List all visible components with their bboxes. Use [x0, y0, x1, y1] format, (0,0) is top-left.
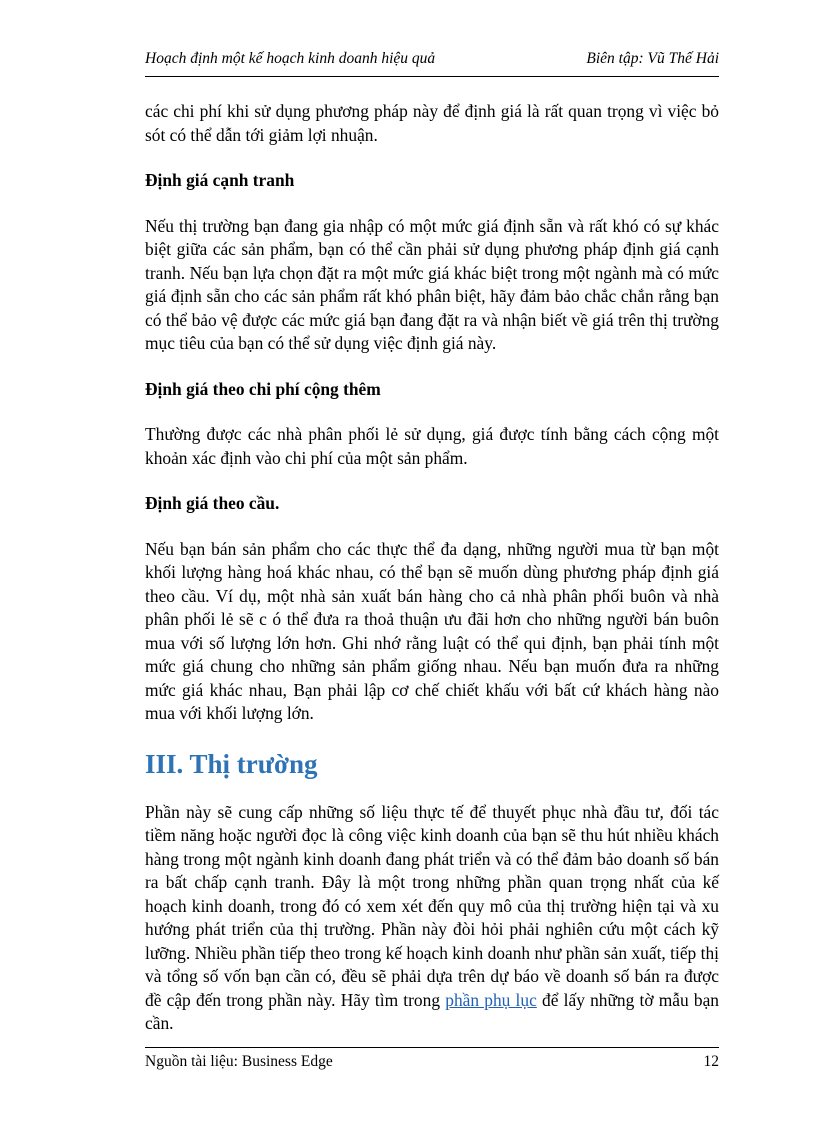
page-number: 12: [703, 1053, 719, 1070]
header-title: Hoạch định một kế hoạch kinh doanh hiệu quả: [145, 50, 436, 67]
appendix-link[interactable]: phần phụ lục: [445, 989, 537, 1010]
competitive-pricing-heading: Định giá cạnh tranh: [145, 170, 295, 190]
header-rule: [145, 76, 719, 77]
competitive-pricing-paragraph: Nếu thị trường bạn đang gia nhập có một mức giá định sẵn và rất khó có sự khác biệt giữa các sản phẩm, bạn có thể cần phải sử dụng phương pháp định giá cạnh tranh. Nếu bạn lựa chọn đặt ra một mức giá khác biệt trong một ngành mà có mức giá định sẵn cho các sản phẩm rất khó phân biệt, hãy đảm bảo chắc chắn rằng bạn có thể bảo vệ được các mức giá bạn đang đặt ra và nhận biết về giá trên thị trường mục tiêu của bạn có thể sử dụng việc định giá này.: [145, 215, 719, 353]
cost-plus-pricing-paragraph: Thường được các nhà phân phối lẻ sử dụng, giá được tính bằng cách cộng một khoản xác định vào chi phí của một sản phẩm.: [145, 424, 719, 468]
header-editor: Biên tập: Vũ Thế Hải: [586, 50, 719, 67]
market-paragraph-end: để lấy những tờ mẫu bạn cần.: [145, 989, 720, 1033]
page-content: [145, 100, 719, 1058]
page-footer: [145, 1053, 719, 1075]
market-paragraph-text: Phần này sẽ cung cấp những số liệu thực tế để thuyết phục nhà đầu tư, đối tác tiềm năng hoặc người đọc là công việc kinh doanh của bạn sẽ thu hút nhiều khách hàng trong một ngành kinh doanh đang phát triển và có thể đảm bảo doanh số bán ra bất chấp cạnh tranh. Đây là một trong những phần quan trọng nhất của kế hoạch kinh doanh, trong đó có xem xét đến quy mô của thị trường hiện tại và xu hướng phát triển của thị trường. Phần này đòi hỏi phải nghiên cứu một cách kỹ lưỡng. Nhiều phần tiếp theo trong kế hoạch kinh doanh như phần sản xuất, tiếp thị và tổng số vốn bạn cần có, đều sẽ phải dựa trên dự báo về doanh số bán ra được đề cập đến trong phần này. Hãy tìm trong: [145, 801, 719, 1010]
market-section-heading: III. Thị trường: [145, 748, 318, 779]
cost-plus-pricing-heading: Định giá theo chi phí cộng thêm: [145, 378, 381, 399]
footer-rule: [145, 1047, 719, 1048]
market-paragraph: [145, 801, 719, 1036]
footer-source: Nguồn tài liệu: Business Edge: [145, 1053, 333, 1070]
page-header: [145, 50, 719, 72]
demand-pricing-paragraph: Nếu bạn bán sản phẩm cho các thực thể đa dạng, những người mua từ bạn một khối lượng hàng hoá khác nhau, có thể bạn sẽ muốn dùng phương pháp định giá theo cầu. Ví dụ, một nhà sản xuất bán hàng cho cả nhà phân phối buôn và nhà phân phối lẻ sẽ c ó thể đưa ra thoả thuận ưu đãi hơn cho những người bán buôn mua với số lượng lớn hơn. Ghi nhớ rằng luật có thể qui định, bạn phải tính một mức giá chung cho những sản phẩm giống nhau. Nếu bạn muốn đưa ra những mức giá khác nhau, Bạn phải lập cơ chế chiết khấu với bất cứ khách hàng nào mua với khối lượng lớn.: [145, 538, 719, 723]
intro-paragraph: các chi phí khi sử dụng phương pháp này để định giá là rất quan trọng vì việc bỏ sót có thể dẫn tới giảm lợi nhuận.: [145, 101, 719, 145]
demand-pricing-heading: Định giá theo cầu.: [145, 493, 280, 513]
